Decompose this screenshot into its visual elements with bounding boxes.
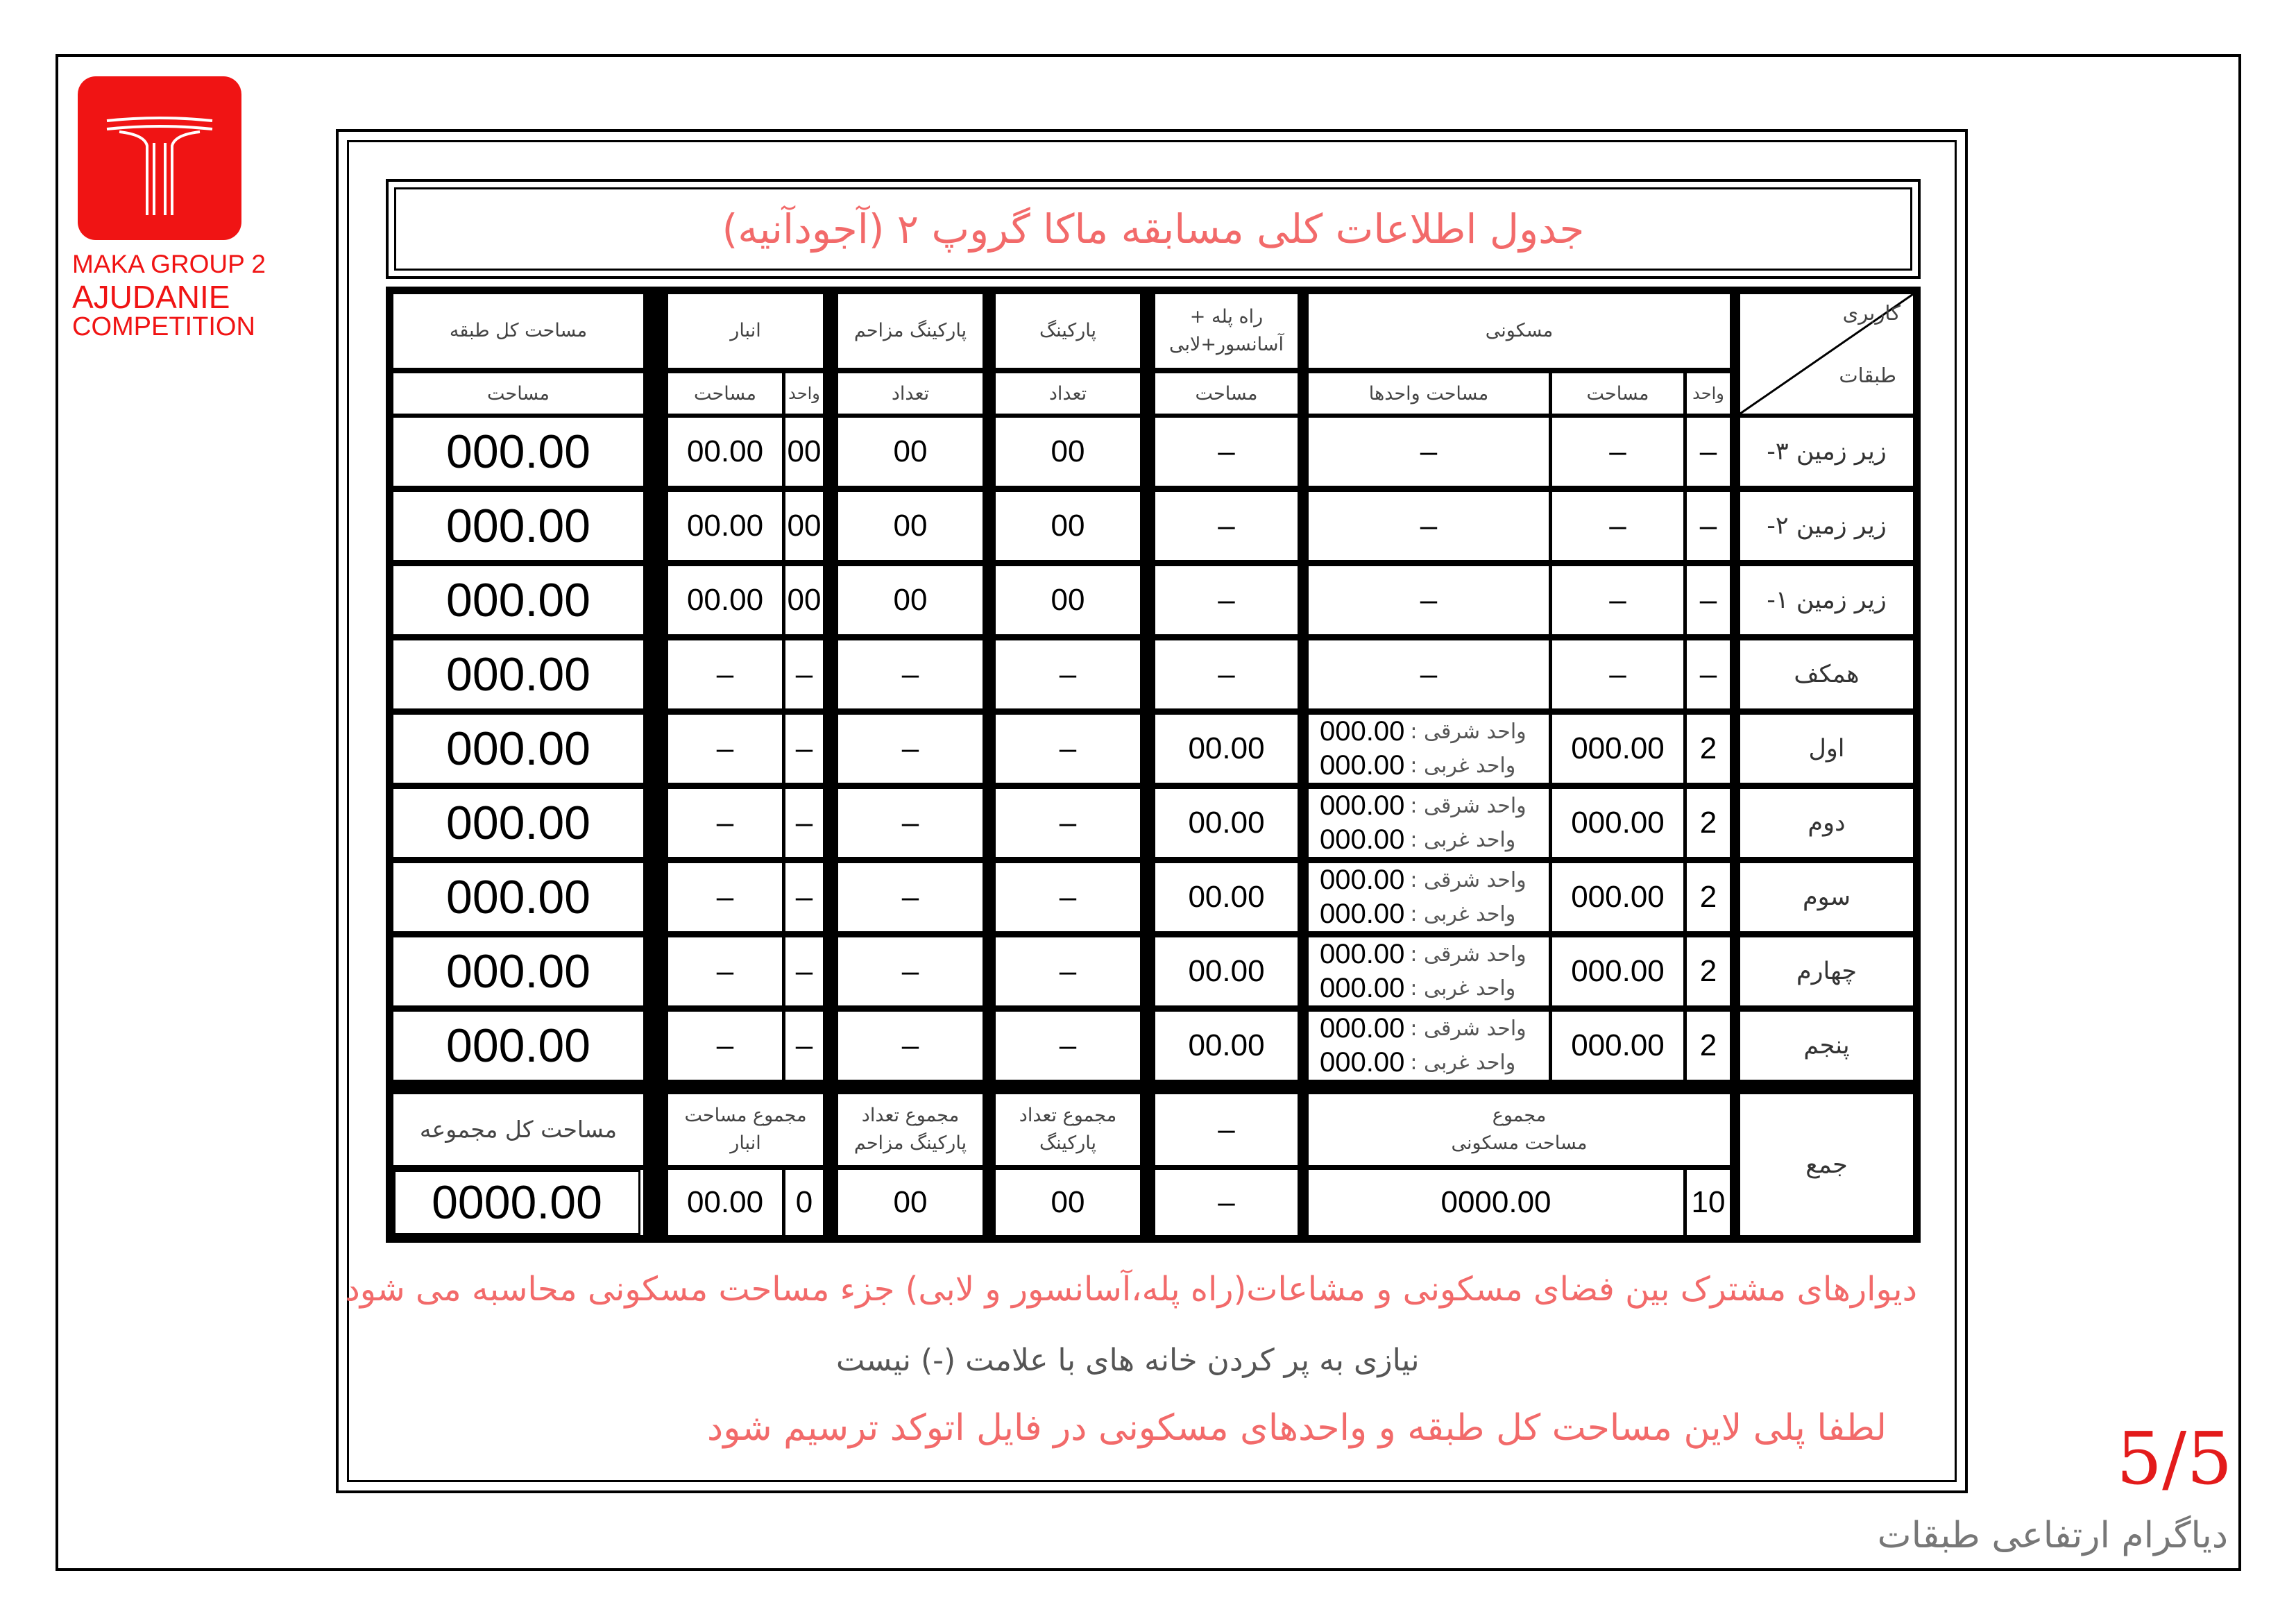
sub-res-area xyxy=(1552,373,1683,414)
res-unit-cell xyxy=(1687,566,1730,634)
parking-count-cell xyxy=(996,492,1140,560)
usage-label: کاربری xyxy=(1842,301,1900,325)
sub-blocking-count xyxy=(838,373,983,414)
floor-label: سوم xyxy=(1802,883,1851,911)
floor-total-cell xyxy=(393,566,643,634)
grand-total-header-label: مساحت کل مجموعه xyxy=(419,1116,618,1144)
res-area-value: 000.00 xyxy=(1571,954,1665,988)
unit-east-value: 000.00 xyxy=(1320,939,1405,969)
sub-units-area xyxy=(1309,373,1549,414)
blocking-count-value: – xyxy=(901,1028,919,1062)
res-area-value: – xyxy=(1609,657,1626,691)
stair-area-value: – xyxy=(1218,509,1235,543)
units-area-cell xyxy=(1309,789,1549,857)
header-floor-total-label: مساحت کل طبقه xyxy=(449,319,588,341)
unit-east-label: واحد شرقی : xyxy=(1410,942,1527,967)
floor-label: همکف xyxy=(1794,661,1860,688)
units-area-cell xyxy=(1309,418,1549,486)
floor-label-cell xyxy=(1740,1012,1913,1080)
res-unit-cell xyxy=(1687,789,1730,857)
res-total-area-cell xyxy=(1309,1170,1683,1235)
blocking-count-cell xyxy=(838,1012,983,1080)
blocking-count-value: 00 xyxy=(893,509,928,543)
storage-area-value: – xyxy=(716,1028,734,1062)
floor-total-cell xyxy=(393,715,643,783)
blocking-count-cell xyxy=(838,566,983,634)
floor-total-cell xyxy=(393,1012,643,1080)
stair-area-cell xyxy=(1155,640,1298,708)
stair-area-cell xyxy=(1155,418,1298,486)
res-unit-value: – xyxy=(1699,509,1717,543)
parking-total-cell xyxy=(996,1170,1140,1235)
sub-storage-area xyxy=(668,373,782,414)
floor-total-value: 000.00 xyxy=(446,871,590,924)
floor-total-value: 000.00 xyxy=(446,500,590,552)
stair-total-value: – xyxy=(1218,1185,1235,1219)
stair-area-value: – xyxy=(1218,583,1235,617)
info-table xyxy=(386,287,1921,1243)
blocking-total-header xyxy=(838,1094,983,1165)
stair-total-cell xyxy=(1155,1170,1298,1235)
storage-total-area-cell xyxy=(668,1170,782,1235)
floor-label: دوم xyxy=(1808,809,1846,837)
header-residential-label: مسکونی xyxy=(1485,319,1554,341)
floor-total-cell xyxy=(393,418,643,486)
storage-area-cell xyxy=(668,640,782,708)
floor-total-cell xyxy=(393,640,643,708)
storage-unit-value: – xyxy=(795,1028,813,1062)
res-unit-cell xyxy=(1687,937,1730,1005)
unit-west-value: 000.00 xyxy=(1320,824,1405,855)
unit-east-label: واحد شرقی : xyxy=(1410,1017,1527,1041)
blocking-count-cell xyxy=(838,492,983,560)
unit-west-label: واحد غربی : xyxy=(1410,976,1516,1001)
unit-west-label: واحد غربی : xyxy=(1410,754,1516,778)
res-area-value: 000.00 xyxy=(1571,880,1665,914)
res-area-value: – xyxy=(1609,434,1626,468)
storage-unit-cell xyxy=(785,418,823,486)
sum-label: جمع xyxy=(1805,1150,1848,1179)
sub-res-area-label: مساحت xyxy=(1586,382,1649,405)
unit-east-value: 000.00 xyxy=(1320,790,1405,821)
unit-west-line xyxy=(1320,1046,1515,1080)
column-logo-icon xyxy=(78,76,241,240)
floor-total-value: 000.00 xyxy=(446,797,590,849)
res-area-value: 000.00 xyxy=(1571,806,1665,840)
header-stair-label: راه پله + آسانسور+لابی xyxy=(1169,305,1284,355)
res-area-value: – xyxy=(1609,509,1626,543)
logo-line-group: MAKA GROUP 2 xyxy=(72,250,266,278)
stair-area-value: – xyxy=(1218,657,1235,691)
parking-count-cell xyxy=(996,1012,1140,1080)
floor-total-value: 000.00 xyxy=(446,722,590,775)
units-area-cell xyxy=(1309,640,1549,708)
table-title: جدول اطلاعات کلی مسابقه ماکا گروپ ۲ (آجودآنیه) xyxy=(722,205,1585,253)
sub-total-area xyxy=(393,373,643,414)
parking-count-cell xyxy=(996,566,1140,634)
floor-total-cell xyxy=(393,789,643,857)
units-area-value: – xyxy=(1420,434,1438,468)
stair-area-cell xyxy=(1155,1012,1298,1080)
storage-area-cell xyxy=(668,1012,782,1080)
header-storage xyxy=(668,294,823,368)
storage-unit-value: – xyxy=(795,806,813,840)
unit-east-line xyxy=(1320,789,1527,823)
floor-label: اول xyxy=(1808,735,1845,763)
parking-count-value: – xyxy=(1059,806,1077,840)
header-storage-label: انبار xyxy=(730,319,761,341)
parking-count-cell xyxy=(996,418,1140,486)
unit-west-value: 000.00 xyxy=(1320,750,1405,781)
floor-total-value: 000.00 xyxy=(446,945,590,998)
sub-parking-count xyxy=(996,373,1140,414)
stair-area-value: – xyxy=(1218,434,1235,468)
unit-east-label: واحد شرقی : xyxy=(1410,794,1527,818)
page-number: 5/5 xyxy=(2116,1416,2233,1501)
units-area-cell xyxy=(1309,937,1549,1005)
parking-count-value: – xyxy=(1059,731,1077,765)
res-area-cell xyxy=(1552,863,1683,931)
res-area-cell xyxy=(1552,789,1683,857)
storage-unit-value: 00 xyxy=(787,583,822,617)
stair-area-value: 00.00 xyxy=(1188,806,1265,840)
unit-east-value: 000.00 xyxy=(1320,1013,1405,1044)
parking-count-cell xyxy=(996,937,1140,1005)
blocking-total-header-label: مجموع تعداد پارکینگ مزاحم xyxy=(853,1104,967,1154)
floor-total-value: 000.00 xyxy=(446,574,590,627)
stair-total-header xyxy=(1155,1094,1298,1165)
storage-unit-cell xyxy=(785,937,823,1005)
sub-blocking-count-label: تعداد xyxy=(891,382,930,405)
note-shared-walls: دیوارهای مشترک بین فضای مسکونی و مشاعات(راه پله،آسانسور و لابی) جزء مساحت مسکونی محاسبه می شود xyxy=(345,1270,1917,1309)
units-area-value: – xyxy=(1420,657,1438,691)
storage-area-value: – xyxy=(716,880,734,914)
res-total-units-value: 10 xyxy=(1691,1185,1726,1219)
sub-res-unit-label: واحد xyxy=(1692,384,1724,403)
floor-total-value: 000.00 xyxy=(446,1019,590,1072)
res-area-cell xyxy=(1552,640,1683,708)
res-unit-value: – xyxy=(1699,583,1717,617)
storage-total-header xyxy=(668,1094,823,1165)
sub-stair-area xyxy=(1155,373,1298,414)
storage-unit-cell xyxy=(785,492,823,560)
storage-unit-value: 00 xyxy=(787,434,822,468)
storage-area-value: – xyxy=(716,731,734,765)
blocking-count-cell xyxy=(838,789,983,857)
storage-unit-value: – xyxy=(795,731,813,765)
storage-area-value: – xyxy=(716,806,734,840)
floor-total-cell xyxy=(393,863,643,931)
parking-count-value: – xyxy=(1059,954,1077,988)
res-area-cell xyxy=(1552,937,1683,1005)
res-area-value: 000.00 xyxy=(1571,731,1665,765)
res-unit-cell xyxy=(1687,1012,1730,1080)
header-floor-total xyxy=(393,294,643,368)
blocking-count-value: – xyxy=(901,731,919,765)
floor-label: پنجم xyxy=(1803,1032,1850,1060)
floor-label-cell xyxy=(1740,492,1913,560)
floor-total-value: 000.00 xyxy=(446,648,590,701)
units-area-value: – xyxy=(1420,583,1438,617)
header-residential xyxy=(1309,294,1730,368)
sub-parking-count-label: تعداد xyxy=(1048,382,1087,405)
storage-area-cell xyxy=(668,492,782,560)
storage-area-cell xyxy=(668,715,782,783)
res-unit-cell xyxy=(1687,863,1730,931)
sub-total-area-label: مساحت xyxy=(487,382,550,405)
res-unit-value: 2 xyxy=(1699,731,1717,765)
unit-west-value: 000.00 xyxy=(1320,899,1405,929)
unit-east-label: واحد شرقی : xyxy=(1410,720,1527,744)
floor-label-cell xyxy=(1740,715,1913,783)
storage-area-cell xyxy=(668,937,782,1005)
res-unit-value: 2 xyxy=(1699,1028,1717,1062)
sub-res-unit xyxy=(1687,373,1730,414)
res-area-cell xyxy=(1552,715,1683,783)
res-total-units-cell xyxy=(1687,1170,1730,1235)
storage-unit-value: – xyxy=(795,657,813,691)
unit-west-label: واحد غربی : xyxy=(1410,902,1516,926)
unit-east-line xyxy=(1320,863,1527,897)
parking-count-cell xyxy=(996,640,1140,708)
floor-label-cell xyxy=(1740,566,1913,634)
res-unit-value: 2 xyxy=(1699,880,1717,914)
header-stair xyxy=(1155,294,1298,368)
header-parking xyxy=(996,294,1140,368)
storage-area-value: 00.00 xyxy=(686,509,764,543)
units-area-cell xyxy=(1309,863,1549,931)
res-total-area-value: 0000.00 xyxy=(1440,1185,1551,1219)
page-label: دیاگرام ارتفاعی طبقات xyxy=(1877,1515,2228,1556)
storage-unit-cell xyxy=(785,640,823,708)
unit-west-label: واحد غربی : xyxy=(1410,828,1516,852)
maka-logo xyxy=(78,76,241,240)
storage-unit-value: – xyxy=(795,880,813,914)
storage-unit-cell xyxy=(785,715,823,783)
storage-total-header-label: مجموع مساحت انبار xyxy=(684,1104,807,1154)
floor-label-cell xyxy=(1740,640,1913,708)
blocking-total-value: 00 xyxy=(893,1185,928,1219)
storage-unit-cell xyxy=(785,566,823,634)
floor-label: چهارم xyxy=(1796,958,1857,985)
blocking-count-cell xyxy=(838,640,983,708)
stair-area-cell xyxy=(1155,789,1298,857)
unit-west-label: واحد غربی : xyxy=(1410,1051,1516,1075)
stair-area-cell xyxy=(1155,566,1298,634)
floor-label: زیر زمین ۱- xyxy=(1767,586,1887,614)
blocking-count-value: – xyxy=(901,657,919,691)
unit-west-line xyxy=(1320,823,1515,857)
storage-area-value: – xyxy=(716,657,734,691)
unit-east-line xyxy=(1320,715,1527,749)
storage-area-cell xyxy=(668,566,782,634)
usage-floors-header xyxy=(1740,294,1913,414)
grand-total-box xyxy=(393,1170,640,1235)
unit-west-value: 000.00 xyxy=(1320,1047,1405,1078)
blocking-count-cell xyxy=(838,418,983,486)
storage-unit-value: – xyxy=(795,954,813,988)
units-area-value: – xyxy=(1420,509,1438,543)
units-area-cell xyxy=(1309,566,1549,634)
parking-count-value: 00 xyxy=(1051,583,1085,617)
parking-count-value: – xyxy=(1059,880,1077,914)
blocking-count-value: – xyxy=(901,806,919,840)
note-dash-cells: نیازی به پر کردن خانه های با علامت (-) نیست xyxy=(836,1343,1420,1378)
storage-total-unit-cell xyxy=(785,1170,823,1235)
floor-label-cell xyxy=(1740,418,1913,486)
floor-label: زیر زمین ۲- xyxy=(1767,512,1887,540)
unit-east-value: 000.00 xyxy=(1320,716,1405,747)
stair-area-cell xyxy=(1155,863,1298,931)
parking-total-header xyxy=(996,1094,1140,1165)
unit-east-line xyxy=(1320,1012,1527,1046)
floor-total-value: 000.00 xyxy=(446,425,590,478)
floor-label-cell xyxy=(1740,789,1913,857)
units-area-cell xyxy=(1309,1012,1549,1080)
floor-label-cell xyxy=(1740,937,1913,1005)
title-box xyxy=(394,187,1912,271)
units-area-cell xyxy=(1309,492,1549,560)
note-polyline: لطفا پلی لاین مساحت کل طبقه و واحدهای مسکونی در فایل اتوکد ترسیم شود xyxy=(707,1407,1887,1449)
res-unit-value: 2 xyxy=(1699,806,1717,840)
res-unit-cell xyxy=(1687,640,1730,708)
parking-count-value: – xyxy=(1059,1028,1077,1062)
header-parking-blocking xyxy=(838,294,983,368)
storage-area-cell xyxy=(668,418,782,486)
storage-area-value: 00.00 xyxy=(686,583,764,617)
blocking-count-cell xyxy=(838,863,983,931)
storage-total-area-value: 00.00 xyxy=(686,1185,764,1219)
floor-label-cell xyxy=(1740,863,1913,931)
res-area-cell xyxy=(1552,566,1683,634)
res-area-cell xyxy=(1552,492,1683,560)
sub-stair-area-label: مساحت xyxy=(1195,382,1258,405)
res-unit-value: – xyxy=(1699,434,1717,468)
units-area-cell xyxy=(1309,715,1549,783)
parking-total-value: 00 xyxy=(1051,1185,1085,1219)
res-total-header xyxy=(1309,1094,1730,1165)
stair-area-value: 00.00 xyxy=(1188,954,1265,988)
res-area-cell xyxy=(1552,1012,1683,1080)
floor-total-cell xyxy=(393,937,643,1005)
res-area-cell xyxy=(1552,418,1683,486)
res-unit-cell xyxy=(1687,492,1730,560)
logo-line-competition: COMPETITION xyxy=(72,312,255,341)
grand-total-header xyxy=(393,1094,643,1165)
floor-total-cell xyxy=(393,492,643,560)
parking-count-cell xyxy=(996,715,1140,783)
blocking-count-value: 00 xyxy=(893,583,928,617)
floor-label: زیر زمین ۳- xyxy=(1767,438,1887,466)
blocking-count-value: 00 xyxy=(893,434,928,468)
unit-east-label: واحد شرقی : xyxy=(1410,868,1527,892)
blocking-count-cell xyxy=(838,715,983,783)
parking-count-value: – xyxy=(1059,657,1077,691)
storage-area-cell xyxy=(668,789,782,857)
storage-unit-value: 00 xyxy=(787,509,822,543)
stair-area-cell xyxy=(1155,937,1298,1005)
storage-unit-cell xyxy=(785,789,823,857)
storage-unit-cell xyxy=(785,1012,823,1080)
unit-east-value: 000.00 xyxy=(1320,865,1405,895)
parking-count-value: 00 xyxy=(1051,434,1085,468)
stair-area-cell xyxy=(1155,715,1298,783)
floors-label: طبقات xyxy=(1839,364,1896,387)
sub-units-area-label: مساحت واحدها xyxy=(1368,382,1489,405)
sub-storage-area-label: مساحت xyxy=(694,382,756,405)
unit-west-line xyxy=(1320,749,1515,783)
parking-count-cell xyxy=(996,863,1140,931)
unit-west-value: 000.00 xyxy=(1320,973,1405,1003)
stair-area-value: 00.00 xyxy=(1188,1028,1265,1062)
blocking-count-value: – xyxy=(901,880,919,914)
sub-storage-unit-label: واحد xyxy=(788,384,820,403)
logo-line-name: AJUDANIE xyxy=(72,279,230,315)
stair-area-cell xyxy=(1155,492,1298,560)
parking-total-header-label: مجموع تعداد پارکینگ xyxy=(1019,1104,1117,1154)
parking-count-cell xyxy=(996,789,1140,857)
sum-label-cell xyxy=(1740,1094,1913,1235)
res-unit-value: – xyxy=(1699,657,1717,691)
stair-area-value: 00.00 xyxy=(1188,731,1265,765)
storage-area-cell xyxy=(668,863,782,931)
header-parking-label: پارکینگ xyxy=(1039,319,1097,341)
res-area-value: – xyxy=(1609,583,1626,617)
parking-count-value: 00 xyxy=(1051,509,1085,543)
stair-area-value: 00.00 xyxy=(1188,880,1265,914)
unit-west-line xyxy=(1320,971,1515,1005)
storage-area-value: – xyxy=(716,954,734,988)
header-parking-blocking-label: پارکینگ مزاحم xyxy=(853,319,967,341)
storage-total-unit-value: 0 xyxy=(795,1185,813,1219)
stair-total-header-label: – xyxy=(1218,1112,1235,1146)
unit-west-line xyxy=(1320,897,1515,931)
unit-east-line xyxy=(1320,937,1527,971)
grand-total-value: 0000.00 xyxy=(432,1176,602,1229)
res-unit-value: 2 xyxy=(1699,954,1717,988)
blocking-count-value: – xyxy=(901,954,919,988)
res-unit-cell xyxy=(1687,418,1730,486)
blocking-total-cell xyxy=(838,1170,983,1235)
blocking-count-cell xyxy=(838,937,983,1005)
sub-storage-unit xyxy=(785,373,823,414)
storage-unit-cell xyxy=(785,863,823,931)
res-total-header-label: مجموع مساحت مسکونی xyxy=(1451,1104,1588,1154)
res-area-value: 000.00 xyxy=(1571,1028,1665,1062)
storage-area-value: 00.00 xyxy=(686,434,764,468)
res-unit-cell xyxy=(1687,715,1730,783)
